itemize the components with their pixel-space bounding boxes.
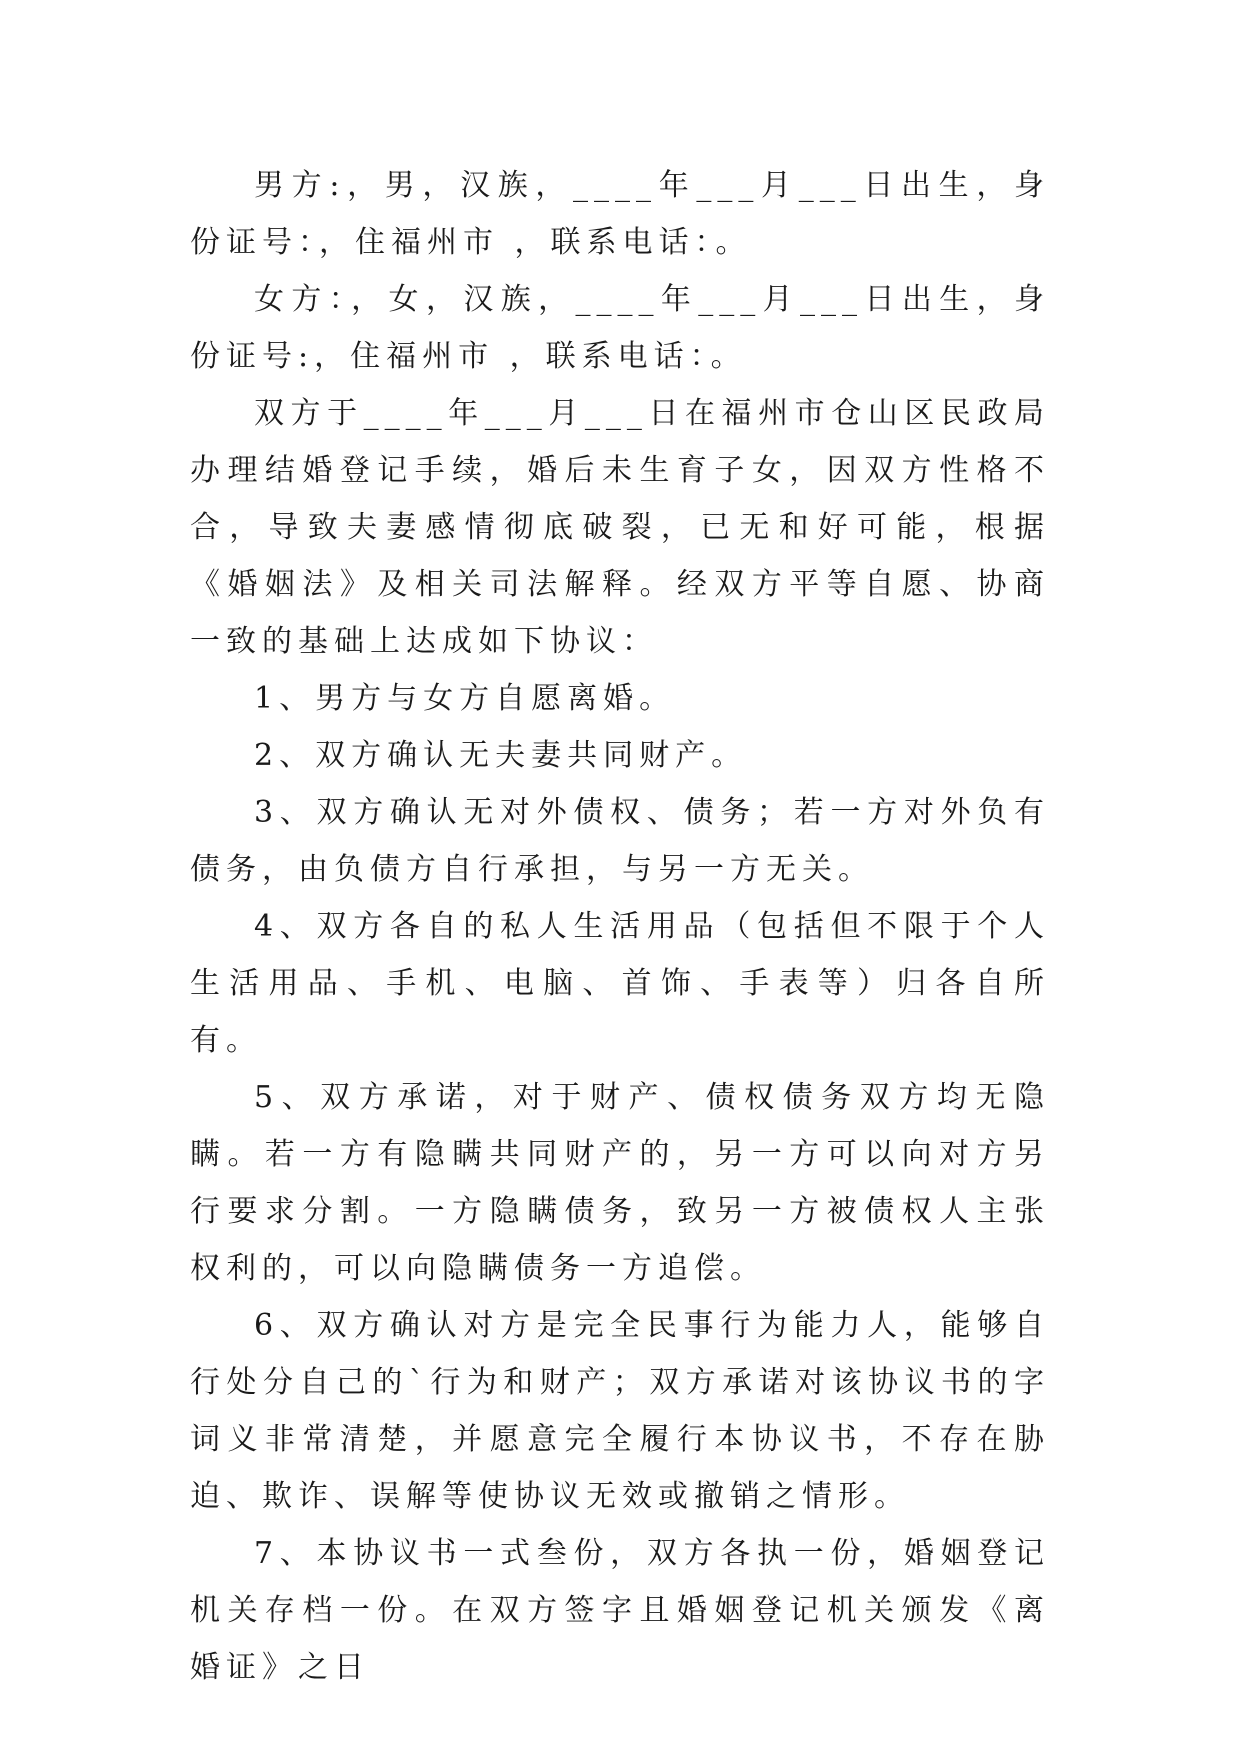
clause-4: 4、双方各自的私人生活用品（包括但不限于个人生活用品、手机、电脑、首饰、手表等）归各自所有。 xyxy=(190,909,1050,1058)
paragraph-male-party: 男方:，男，汉族，____年___月___日出生，身份证号：，住福州市 ，联系电话：。 xyxy=(190,168,1050,260)
agreement-body xyxy=(190,157,1050,1696)
clause-3: 3、双方确认无对外债权、债务；若一方对外负有债务，由负债方自行承担，与另一方无关。 xyxy=(190,795,1050,887)
clause-6: 6、双方确认对方是完全民事行为能力人，能够自行处分自己的`行为和财产；双方承诺对该协议书的字词义非常清楚，并愿意完全履行本协议书，不存在胁迫、欺诈、误解等使协议无效或撤销之情形。 xyxy=(190,1308,1050,1514)
paragraph-marriage-background: 双方于____年___月___日在福州市仓山区民政局办理结婚登记手续，婚后未生育子女，因双方性格不合，导致夫妻感情彻底破裂，已无和好可能，根据《婚姻法》及相关司法解释。经双方平等自愿、协商一致的基础上达成如下协议： xyxy=(190,396,1050,659)
clause-5: 5、双方承诺，对于财产、债权债务双方均无隐瞒。若一方有隐瞒共同财产的，另一方可以向对方另行要求分割。一方隐瞒债务，致另一方被债权人主张权利的，可以向隐瞒债务一方追偿。 xyxy=(190,1080,1050,1286)
clause-1: 1、男方与女方自愿离婚。 xyxy=(254,681,676,716)
paragraph-female-party: 女方：，女，汉族，____年___月___日出生，身份证号:，住福州市 ，联系电话：。 xyxy=(190,282,1050,374)
clause-2: 2、双方确认无夫妻共同财产。 xyxy=(254,738,748,773)
clause-7: 7、本协议书一式叁份，双方各执一份，婚姻登记机关存档一份。在双方签字且婚姻登记机关颁发《离婚证》之日 xyxy=(190,1536,1050,1685)
